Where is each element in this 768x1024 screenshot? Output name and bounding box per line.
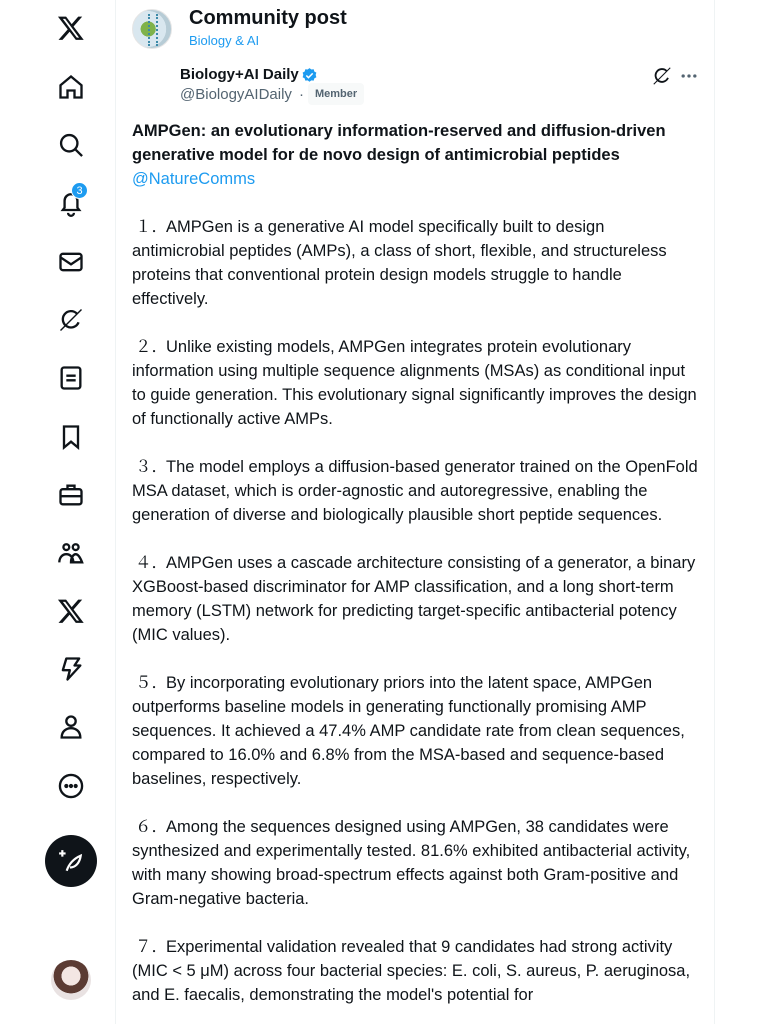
nav-more[interactable] xyxy=(42,761,100,811)
point-7: ７．Experimental validation revealed that 9 candidates had strong activity (MIC < 5 μM) across four bacterial species: E. coli, S. aureus, P. aeruginosa, and E. faecalis, demonstrating the model's potential for xyxy=(132,938,691,1004)
account-avatar[interactable] xyxy=(51,960,91,1000)
x-logo-link[interactable] xyxy=(42,3,100,53)
more-circle-icon xyxy=(57,772,85,800)
mention-link[interactable]: @NatureComms xyxy=(132,170,256,188)
author-avatar[interactable] xyxy=(132,9,172,49)
point-6: ６．Among the sequences designed using AMPGen, 38 candidates were synthesized and experimentally tested. 81.6% exhibited antibacterial activity, with many showing broad-spectrum effects against both Gram-positive and Gram-negative bacteria. xyxy=(132,818,691,908)
compose-post-button[interactable] xyxy=(45,835,97,887)
point-1: １．AMPGen is a generative AI model specifically built to design antimicrobial peptides (AMPs), a class of short, flexible, and structureless proteins that conventional protein design models struggle to handle effectively. xyxy=(132,218,667,308)
nav-jobs[interactable] xyxy=(42,470,100,520)
grok-icon xyxy=(57,306,85,334)
x-logo-icon xyxy=(57,14,85,42)
page-title: Community post xyxy=(189,7,347,29)
lightning-icon xyxy=(57,655,85,683)
nav-premium[interactable] xyxy=(42,586,100,636)
grok-explain-button[interactable] xyxy=(651,65,673,87)
home-icon xyxy=(57,73,85,101)
lists-icon xyxy=(57,364,85,392)
feather-plus-icon xyxy=(58,848,84,874)
nav-communities[interactable] xyxy=(42,528,100,578)
verified-badge-icon xyxy=(301,67,318,84)
nav-explore[interactable] xyxy=(42,120,100,170)
main-column xyxy=(115,0,715,1024)
search-icon xyxy=(57,131,85,159)
mail-icon xyxy=(57,248,85,276)
briefcase-icon xyxy=(57,481,85,509)
nav-bookmarks[interactable] xyxy=(42,412,100,462)
communities-icon xyxy=(57,539,85,567)
post-more-button[interactable] xyxy=(678,65,700,87)
point-4: ４．AMPGen uses a cascade architecture consisting of a generator, a binary XGBoost-based discriminator for AMP classification, and a long short-term memory (LSTM) network for predicting target-specific antibacterial potency (MIC values). xyxy=(132,554,696,644)
profile-icon xyxy=(57,713,85,741)
x-premium-icon xyxy=(57,597,85,625)
more-horizontal-icon xyxy=(679,66,699,86)
post-headline: AMPGen: an evolutionary information-reserved and diffusion-driven generative model for de novo design of antimicrobial peptides xyxy=(132,122,666,164)
member-badge: Member xyxy=(308,83,364,105)
nav-home[interactable] xyxy=(42,62,100,112)
community-link[interactable]: Biology & AI xyxy=(189,33,260,48)
separator: · xyxy=(299,86,304,103)
author-name[interactable]: Biology+AI Daily xyxy=(180,66,299,83)
point-5: ５．By incorporating evolutionary priors into the latent space, AMPGen outperforms baseline models in generating functionally promising AMP sequences. It achieved a 47.4% AMP candidate rate from clean sequences, compared to 16.0% and 6.8% from the MSA-based and sequence-based baselines, respectively. xyxy=(132,674,685,788)
nav-messages[interactable] xyxy=(42,237,100,287)
nav-profile[interactable] xyxy=(42,702,100,752)
point-2: ２．Unlike existing models, AMPGen integrates protein evolutionary information using multiple sequence alignments (MSAs) as conditional input to guide generation. This evolutionary signal significantly improves the design of functionally active AMPs. xyxy=(132,338,697,428)
bookmark-icon xyxy=(57,423,85,451)
nav-grok[interactable] xyxy=(42,295,100,345)
left-nav xyxy=(0,0,115,1024)
post-body xyxy=(132,119,698,1007)
author-handle[interactable]: @BiologyAIDaily xyxy=(180,86,292,103)
nav-lists[interactable] xyxy=(42,353,100,403)
nav-notifications[interactable] xyxy=(42,178,100,228)
grok-icon xyxy=(651,65,673,87)
notification-badge: 3 xyxy=(71,182,88,199)
nav-verified-orgs[interactable] xyxy=(42,644,100,694)
page-header xyxy=(116,0,714,56)
point-3: ３．The model employs a diffusion-based generator trained on the OpenFold MSA dataset, which is order-agnostic and autoregressive, enabling the generation of diverse and biologically plausible short peptide sequences. xyxy=(132,458,698,524)
